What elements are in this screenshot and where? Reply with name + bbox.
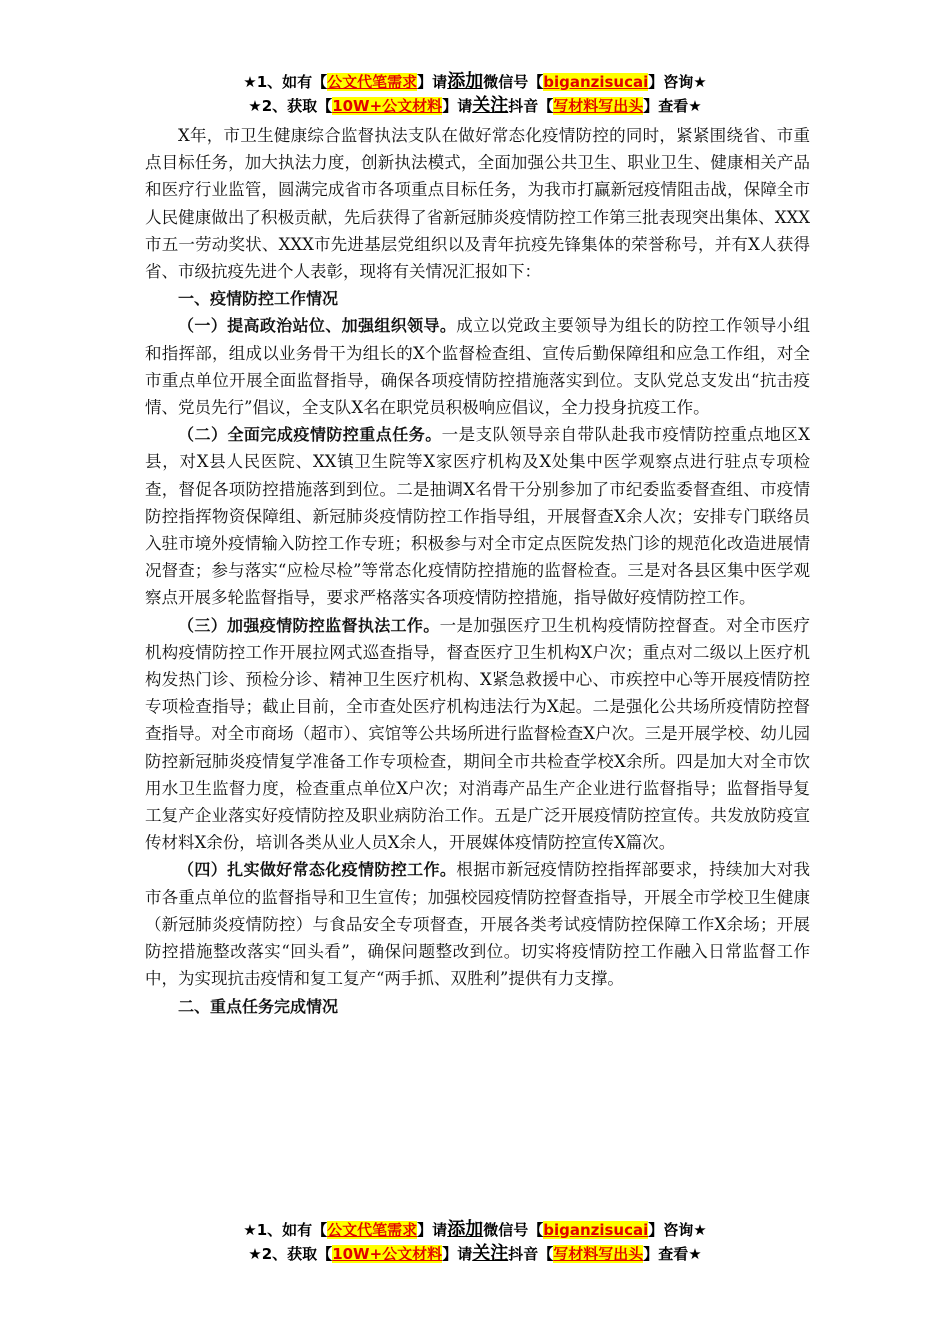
paragraph-title: （三）加强疫情防控监督执法工作。	[178, 615, 440, 635]
banner-text: 抖音【	[508, 1245, 554, 1263]
banner-emphasis: 关注	[472, 1243, 509, 1264]
banner-highlight-douyin-id: 写材料写出头	[553, 1245, 644, 1263]
paragraph-title: （一）提高政治站位、加强组织领导。	[178, 316, 457, 336]
paragraph-3	[145, 612, 810, 857]
banner-highlight: 10W+公文材料	[332, 97, 443, 115]
banner-text: ★1、如有【	[243, 1221, 328, 1239]
banner-text: ★2、获取【	[248, 1245, 333, 1263]
banner-text: 】查看★	[643, 1245, 702, 1263]
banner-emphasis: 添加	[447, 71, 484, 92]
promo-banner-bottom-line2	[0, 1242, 950, 1266]
banner-text: 微信号【	[483, 73, 544, 91]
paragraph-1	[145, 312, 810, 421]
promo-banner-top-line2	[0, 94, 950, 118]
banner-highlight: 公文代笔需求	[327, 73, 418, 91]
banner-text: 】请	[417, 73, 448, 91]
document-body	[145, 122, 810, 1020]
paragraph-title: （四）扎实做好常态化疫情防控工作。	[178, 860, 457, 880]
banner-text: 】请	[442, 97, 473, 115]
paragraph-text: 成立以党政主要领导为组长的防控工作领导小组和指挥部，组成以业务骨干为组长的X个监督检查组、宣传后勤保障组和应急工作组，对全市重点单位开展全面监督指导，确保各项疫情防控措施落实到位。支队党总支发出“抗击疫情、党员先行”倡议，全支队X名在职党员积极响应倡议，全力投身抗疫工作。	[145, 316, 810, 418]
banner-text: 抖音【	[508, 97, 554, 115]
banner-text: 】咨询★	[648, 1221, 707, 1239]
paragraph-4	[145, 856, 810, 992]
intro-paragraph: X年，市卫生健康综合监督执法支队在做好常态化疫情防控的同时，紧紧围绕省、市重点目标任务，加大执法力度，创新执法模式，全面加强公共卫生、职业卫生、健康相关产品和医疗行业监管，圆满完成省市各项重点目标任务，为我市打赢新冠疫情阻击战，保障全市人民健康做出了积极贡献，先后获得了省新冠肺炎疫情防控工作第三批表现突出集体、XXX市五一劳动奖状、XXX市先进基层党组织以及青年抗疫先锋集体的荣誉称号，并有X人获得省、市级抗疫先进个人表彰，现将有关情况汇报如下：	[145, 126, 810, 282]
banner-highlight: 10W+公文材料	[332, 1245, 443, 1263]
banner-emphasis: 添加	[447, 1219, 484, 1240]
banner-highlight: 公文代笔需求	[327, 1221, 418, 1239]
banner-text: 】咨询★	[648, 73, 707, 91]
banner-text: 】请	[417, 1221, 448, 1239]
banner-highlight-wechat-id: biganzisucai	[543, 73, 649, 91]
paragraph-text: 一是支队领导亲自带队赴我市疫情防控重点地区X县，对X县人民医院、XX镇卫生院等X家医疗机构及X处集中医学观察点进行驻点专项检查，督促各项防控措施落到到位。二是抽调X名骨干分别参加了市纪委监委督查组、市疫情防控指挥物资保障组、新冠肺炎疫情防控工作指导组，开展督查X余人次；安排专门联络员入驻市境外疫情输入防控工作专班；积极参与对全市定点医院发热门诊的规范化改造进展情况督查；参与落实“应检尽检”等常态化疫情防控措施的监督检查。三是对各县区集中医学观察点开展多轮监督指导，要求严格落实各项疫情防控措施，指导做好疫情防控工作。	[145, 425, 810, 608]
banner-text: 】查看★	[643, 97, 702, 115]
paragraph-title: （二）全面完成疫情防控重点任务。	[178, 425, 442, 445]
banner-emphasis: 关注	[472, 95, 509, 116]
paragraph-text: 根据市新冠疫情防控指挥部要求，持续加大对我市各重点单位的监督指导和卫生宣传；加强校园疫情防控督查指导，开展全市学校卫生健康（新冠肺炎疫情防控）与食品安全专项督查，开展各类考试疫情防控保障工作X余场；开展防控措施整改落实“回头看”，确保问题整改到位。切实将疫情防控工作融入日常监督工作中，为实现抗击疫情和复工复产“两手抓、双胜利”提供有力支撑。	[145, 860, 810, 989]
promo-banner-top-line1	[0, 70, 950, 94]
section-heading-2: 二、重点任务完成情况	[178, 996, 339, 1016]
banner-text: 微信号【	[483, 1221, 544, 1239]
banner-text: 】请	[442, 1245, 473, 1263]
banner-highlight-wechat-id: biganzisucai	[543, 1221, 649, 1239]
banner-highlight-douyin-id: 写材料写出头	[553, 97, 644, 115]
banner-text: ★2、获取【	[248, 97, 333, 115]
promo-banner-bottom-line1	[0, 1218, 950, 1242]
paragraph-2	[145, 421, 810, 611]
banner-text: ★1、如有【	[243, 73, 328, 91]
section-heading-1: 一、疫情防控工作情况	[178, 289, 339, 309]
paragraph-text: 一是加强医疗卫生机构疫情防控督查。对全市医疗机构疫情防控工作开展拉网式巡查指导，督查医疗卫生机构X户次；重点对二级以上医疗机构发热门诊、预检分诊、精神卫生医疗机构、X紧急救援中心、市疾控中心等开展疫情防控专项检查指导；截止目前，全市查处医疗机构违法行为X起。二是强化公共场所疫情防控督查指导。对全市商场（超市）、宾馆等公共场所进行监督检查X户次。三是开展学校、幼儿园防控新冠肺炎疫情复学准备工作专项检查，期间全市共检查学校X余所。四是加大对全市饮用水卫生监督力度，检查重点单位X户次；对消毒产品生产企业进行监督指导；监督指导复工复产企业落实好疫情防控及职业病防治工作。五是广泛开展疫情防控宣传。共发放防疫宣传材料X余份，培训各类从业人员X余人，开展媒体疫情防控宣传X篇次。	[145, 615, 810, 853]
